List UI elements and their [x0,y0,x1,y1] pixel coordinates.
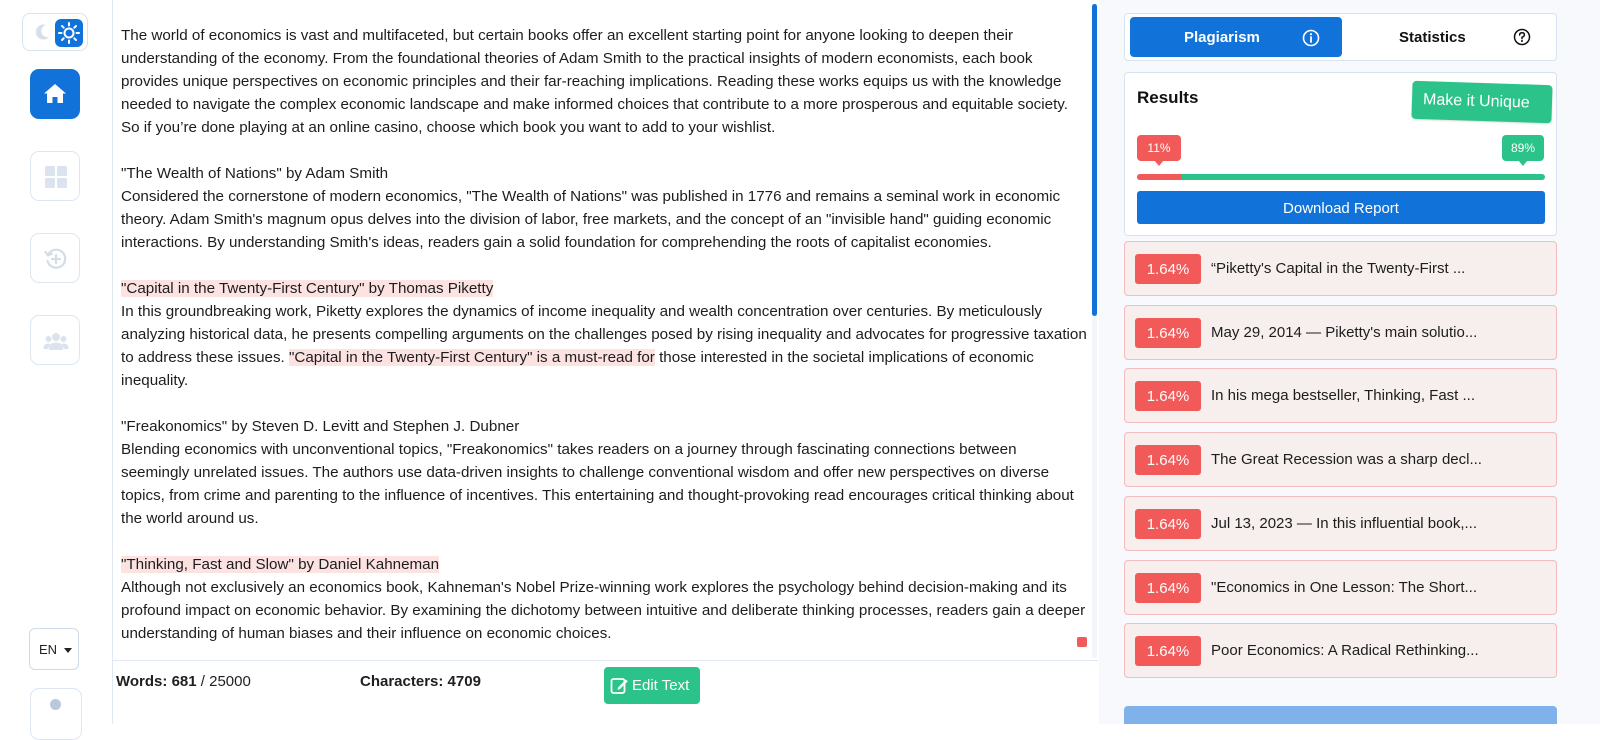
match-percent-value: 1.64% [1146,643,1190,661]
plagiarism-marker [1077,637,1087,647]
match-percent-badge [1135,573,1201,603]
language-select[interactable] [29,628,79,670]
match-source-item[interactable] [1124,560,1557,615]
match-percent-badge [1135,254,1201,284]
tab-plagiarism[interactable] [1130,17,1342,57]
results-title: Results [1137,88,1199,107]
match-source-item[interactable] [1124,432,1557,487]
match-percent-badge [1135,445,1201,475]
match-source-text: Poor Economics: A Radical Rethinking... [1211,642,1479,660]
match-percent-value: 1.64% [1146,515,1190,533]
nav-home-button[interactable] [30,69,80,119]
editor-text-segment: those interested in the societal implications of economic inequality. [121,349,1034,389]
editor-content[interactable] [121,24,1089,661]
editor-footer [112,661,1098,724]
download-report-label: Download Report [1283,200,1399,217]
editor-text-segment: "The Wealth of Nations" by Adam Smith [121,165,389,182]
sun-icon [55,19,83,47]
match-percent-value: 1.64% [1146,388,1190,406]
match-percent-badge [1135,381,1201,411]
help-icon[interactable] [1513,28,1531,46]
dashboard-grid-icon [43,164,69,190]
download-report-button[interactable] [1137,191,1545,224]
left-sidebar [0,0,113,724]
editor-paragraph [121,24,1089,139]
match-percent-value: 1.64% [1146,452,1190,470]
make-it-unique-label: Make it Unique [1422,91,1530,112]
plagiarism-percent-badge [1137,135,1181,161]
chevron-down-icon [64,648,72,653]
text-editor[interactable] [112,0,1098,661]
match-source-text: “Piketty's Capital in the Twenty-First ... [1211,260,1466,277]
character-count-label: Characters: [360,673,444,690]
editor-text-segment: Blending economics with unconventional topics, "Freakonomics" takes readers on a journey through fascinating connections between seemingly unrelated issues. The authors use data-driven insights to challenge conventional wisdom and offer new perspectives on diverse topics, from crime and parenting to the influence of incentives. This entertaining and thought-provoking read encourages critical thinking about the world around us. [121,441,1074,527]
moon-icon [33,22,53,42]
editor-paragraph [121,553,1089,645]
edit-text-button[interactable] [604,667,700,704]
editor-text-segment: Considered the cornerstone of modern economics, "The Wealth of Nations" was published in 1776 and remains a seminal work in economic theory. Adam Smith's magnum opus delves into the division of labor, free markets, and the concept of an "invisible hand" guiding economic interactions. By understanding Smith's ideas, readers gain a solid foundation for comprehending the roots of capitalist economies. [121,188,1061,251]
nav-history-button[interactable] [30,233,80,283]
panel-tabs [1124,13,1557,61]
match-source-item[interactable] [1124,623,1557,678]
nav-dashboard-button[interactable] [30,151,80,201]
editor-text-segment: "Freakonomics" by Steven D. Levitt and Stephen J. Dubner [121,418,520,435]
editor-scrollbar-thumb[interactable] [1092,4,1097,316]
nav-account-button[interactable] [30,688,82,740]
tab-plagiarism-label: Plagiarism [1184,29,1260,46]
tab-statistics[interactable]: Statistics [1399,29,1466,46]
match-source-text: May 29, 2014 — Piketty's main solutio... [1211,323,1478,341]
highlighted-match-text[interactable]: "Capital in the Twenty-First Century" is a must-read for [289,349,655,366]
nav-users-button[interactable] [30,315,80,365]
editor-text-segment: The world of economics is vast and multifaceted, but certain books offer an excellent starting point for anyone looking to deepen their understanding of the economy. From the foundational theories of Adam Smith to the practical insights of modern economists, each book provides unique perspectives on economic principles and their far-reaching implications. Reading these works equips us with the knowledge needed to navigate the complex economic landscape and make informed choices that contribute to a more prosperous and equitable society. So if you’re done playing at an online casino, choose which book you want to add to your wishlist. [121,27,1068,136]
edit-text-label: Edit Text [632,677,690,694]
info-icon[interactable] [1302,29,1320,47]
unique-percent-badge [1502,135,1544,161]
avatar-icon [50,699,61,710]
highlighted-match-text[interactable]: "Thinking, Fast and Slow" by Daniel Kahneman [121,556,440,573]
match-percent-badge [1135,636,1201,666]
match-source-text: The Great Recession was a sharp decl... [1211,451,1482,469]
panel-bottom-button[interactable] [1124,706,1557,724]
word-count-limit: / 25000 [200,673,251,690]
match-source-item[interactable] [1124,305,1557,360]
match-source-text: Jul 13, 2023 — In this influential book,... [1211,514,1477,532]
match-source-text: "Economics in One Lesson: The Short... [1211,578,1478,596]
match-percent-value: 1.64% [1146,579,1190,597]
editor-paragraph [121,415,1089,530]
home-icon [42,81,68,107]
match-percent-badge [1135,318,1201,348]
word-count-value: 681 [171,673,197,690]
match-source-text: In his mega bestseller, Thinking, Fast ... [1211,387,1476,405]
editor-paragraph [121,277,1089,392]
theme-toggle[interactable] [22,13,88,51]
match-source-item[interactable] [1124,241,1557,296]
editor-text-segment: In this groundbreaking work, Piketty explores the dynamics of income inequality and wealth concentration over centuries. By meticulously analyzing historical data, he presents compelling arguments on the challenges posed by rising inequality and advocates for progressive taxation to address these issues. [121,303,1087,366]
unique-percent-value: 89% [1510,141,1536,155]
match-percent-badge [1135,509,1201,539]
highlighted-match-text[interactable]: "Capital in the Twenty-First Century" by Thomas Piketty [121,280,494,297]
language-value: EN [39,642,58,657]
character-count-value: 4709 [447,673,481,690]
plagiarism-progress-fill [1137,174,1182,180]
history-add-icon [43,246,69,272]
editor-paragraph [121,162,1089,254]
make-it-unique-button[interactable] [1411,81,1552,123]
uniqueness-progress-bar [1137,174,1545,180]
word-count [116,673,251,690]
match-percent-value: 1.64% [1146,261,1190,278]
users-group-icon [43,328,69,354]
plagiarism-percent-value: 11% [1147,141,1171,155]
editor-text-segment: Although not exclusively an economics book, Kahneman's Nobel Prize-winning work explores the psychology behind decision-making and its profound impact on economic behavior. By examining the dichotomy between intuitive and deliberate thinking processes, readers gain a deeper understanding of human biases and their influence on economic choices. [121,579,1086,642]
match-percent-value: 1.64% [1146,324,1190,342]
edit-icon [610,676,629,695]
character-count [360,673,481,690]
match-source-item[interactable] [1124,368,1557,423]
results-card [1124,72,1557,236]
word-count-label: Words: [116,673,168,690]
match-source-item[interactable] [1124,496,1557,551]
